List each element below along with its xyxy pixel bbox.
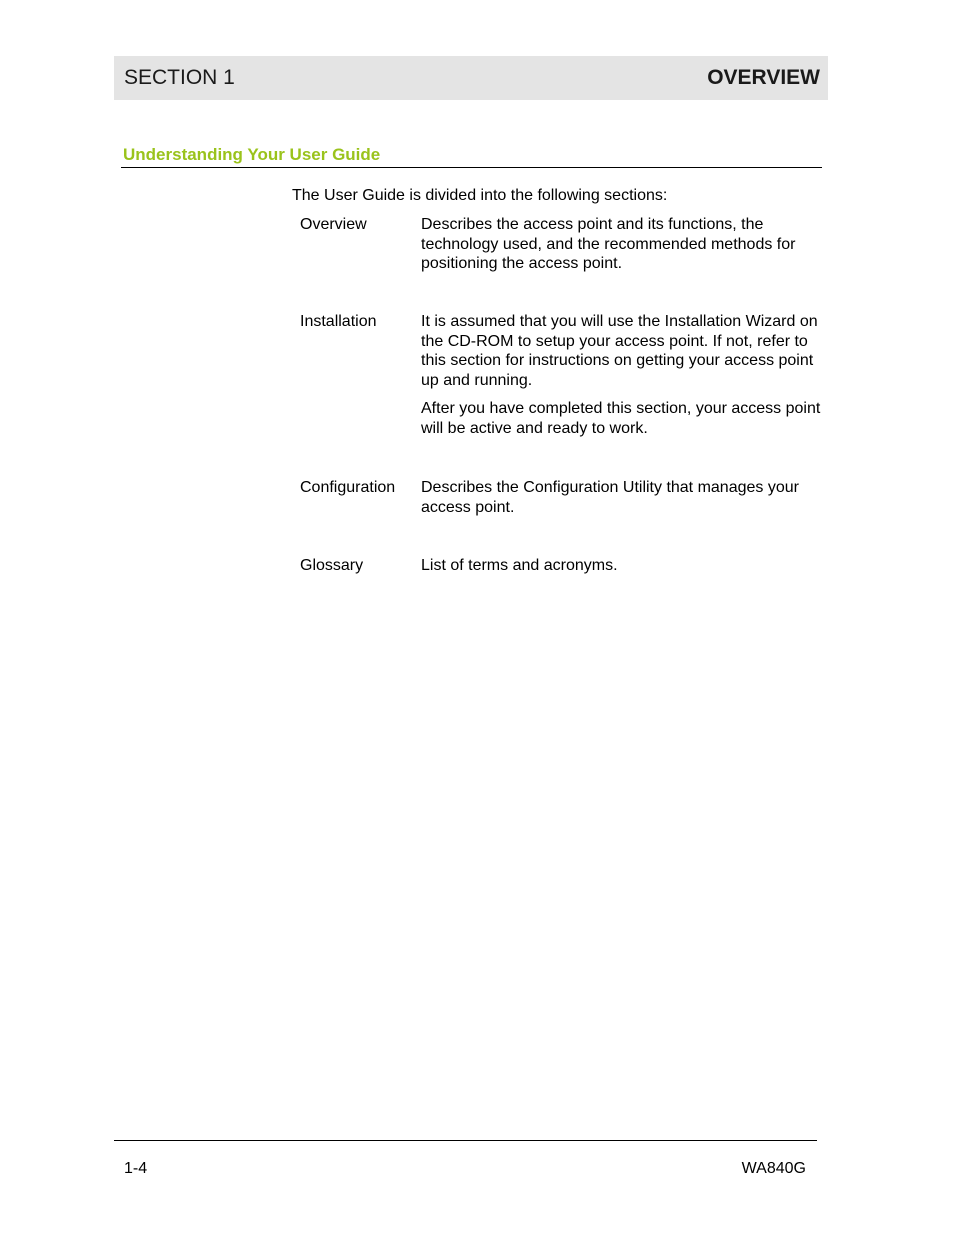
section-title: OVERVIEW xyxy=(707,66,820,89)
entry-paragraph: List of terms and acronyms. xyxy=(421,557,618,574)
entry-description-configuration xyxy=(421,478,821,517)
intro-text: The User Guide is divided into the following sections: xyxy=(292,187,668,204)
entry-term-configuration: Configuration xyxy=(300,479,396,496)
page-number: 1-4 xyxy=(124,1160,148,1177)
entry-term-glossary: Glossary xyxy=(300,557,364,574)
product-name: WA840G xyxy=(741,1160,806,1177)
entry-description-installation xyxy=(421,312,821,439)
entry-term-installation: Installation xyxy=(300,313,377,330)
page-heading: Understanding Your User Guide xyxy=(123,145,381,164)
entry-paragraph: After you have completed this section, your access point will be active and ready to work. xyxy=(421,400,821,437)
entry-description-glossary xyxy=(421,556,821,576)
entry-paragraph: It is assumed that you will use the Installation Wizard on the CD-ROM to setup your access point. If not, refer to this section for instructions on getting your access point up and running. xyxy=(421,313,818,389)
section-label: SECTION 1 xyxy=(124,66,235,89)
section-header-bar xyxy=(114,56,828,100)
entry-description-overview xyxy=(421,215,821,274)
entry-term-overview: Overview xyxy=(300,216,367,233)
entry-paragraph: Describes the Configuration Utility that manages your access point. xyxy=(421,479,799,516)
heading-divider xyxy=(121,167,822,168)
footer-divider xyxy=(114,1140,817,1141)
entry-paragraph: Describes the access point and its functions, the technology used, and the recommended methods for positioning the access point. xyxy=(421,216,796,273)
